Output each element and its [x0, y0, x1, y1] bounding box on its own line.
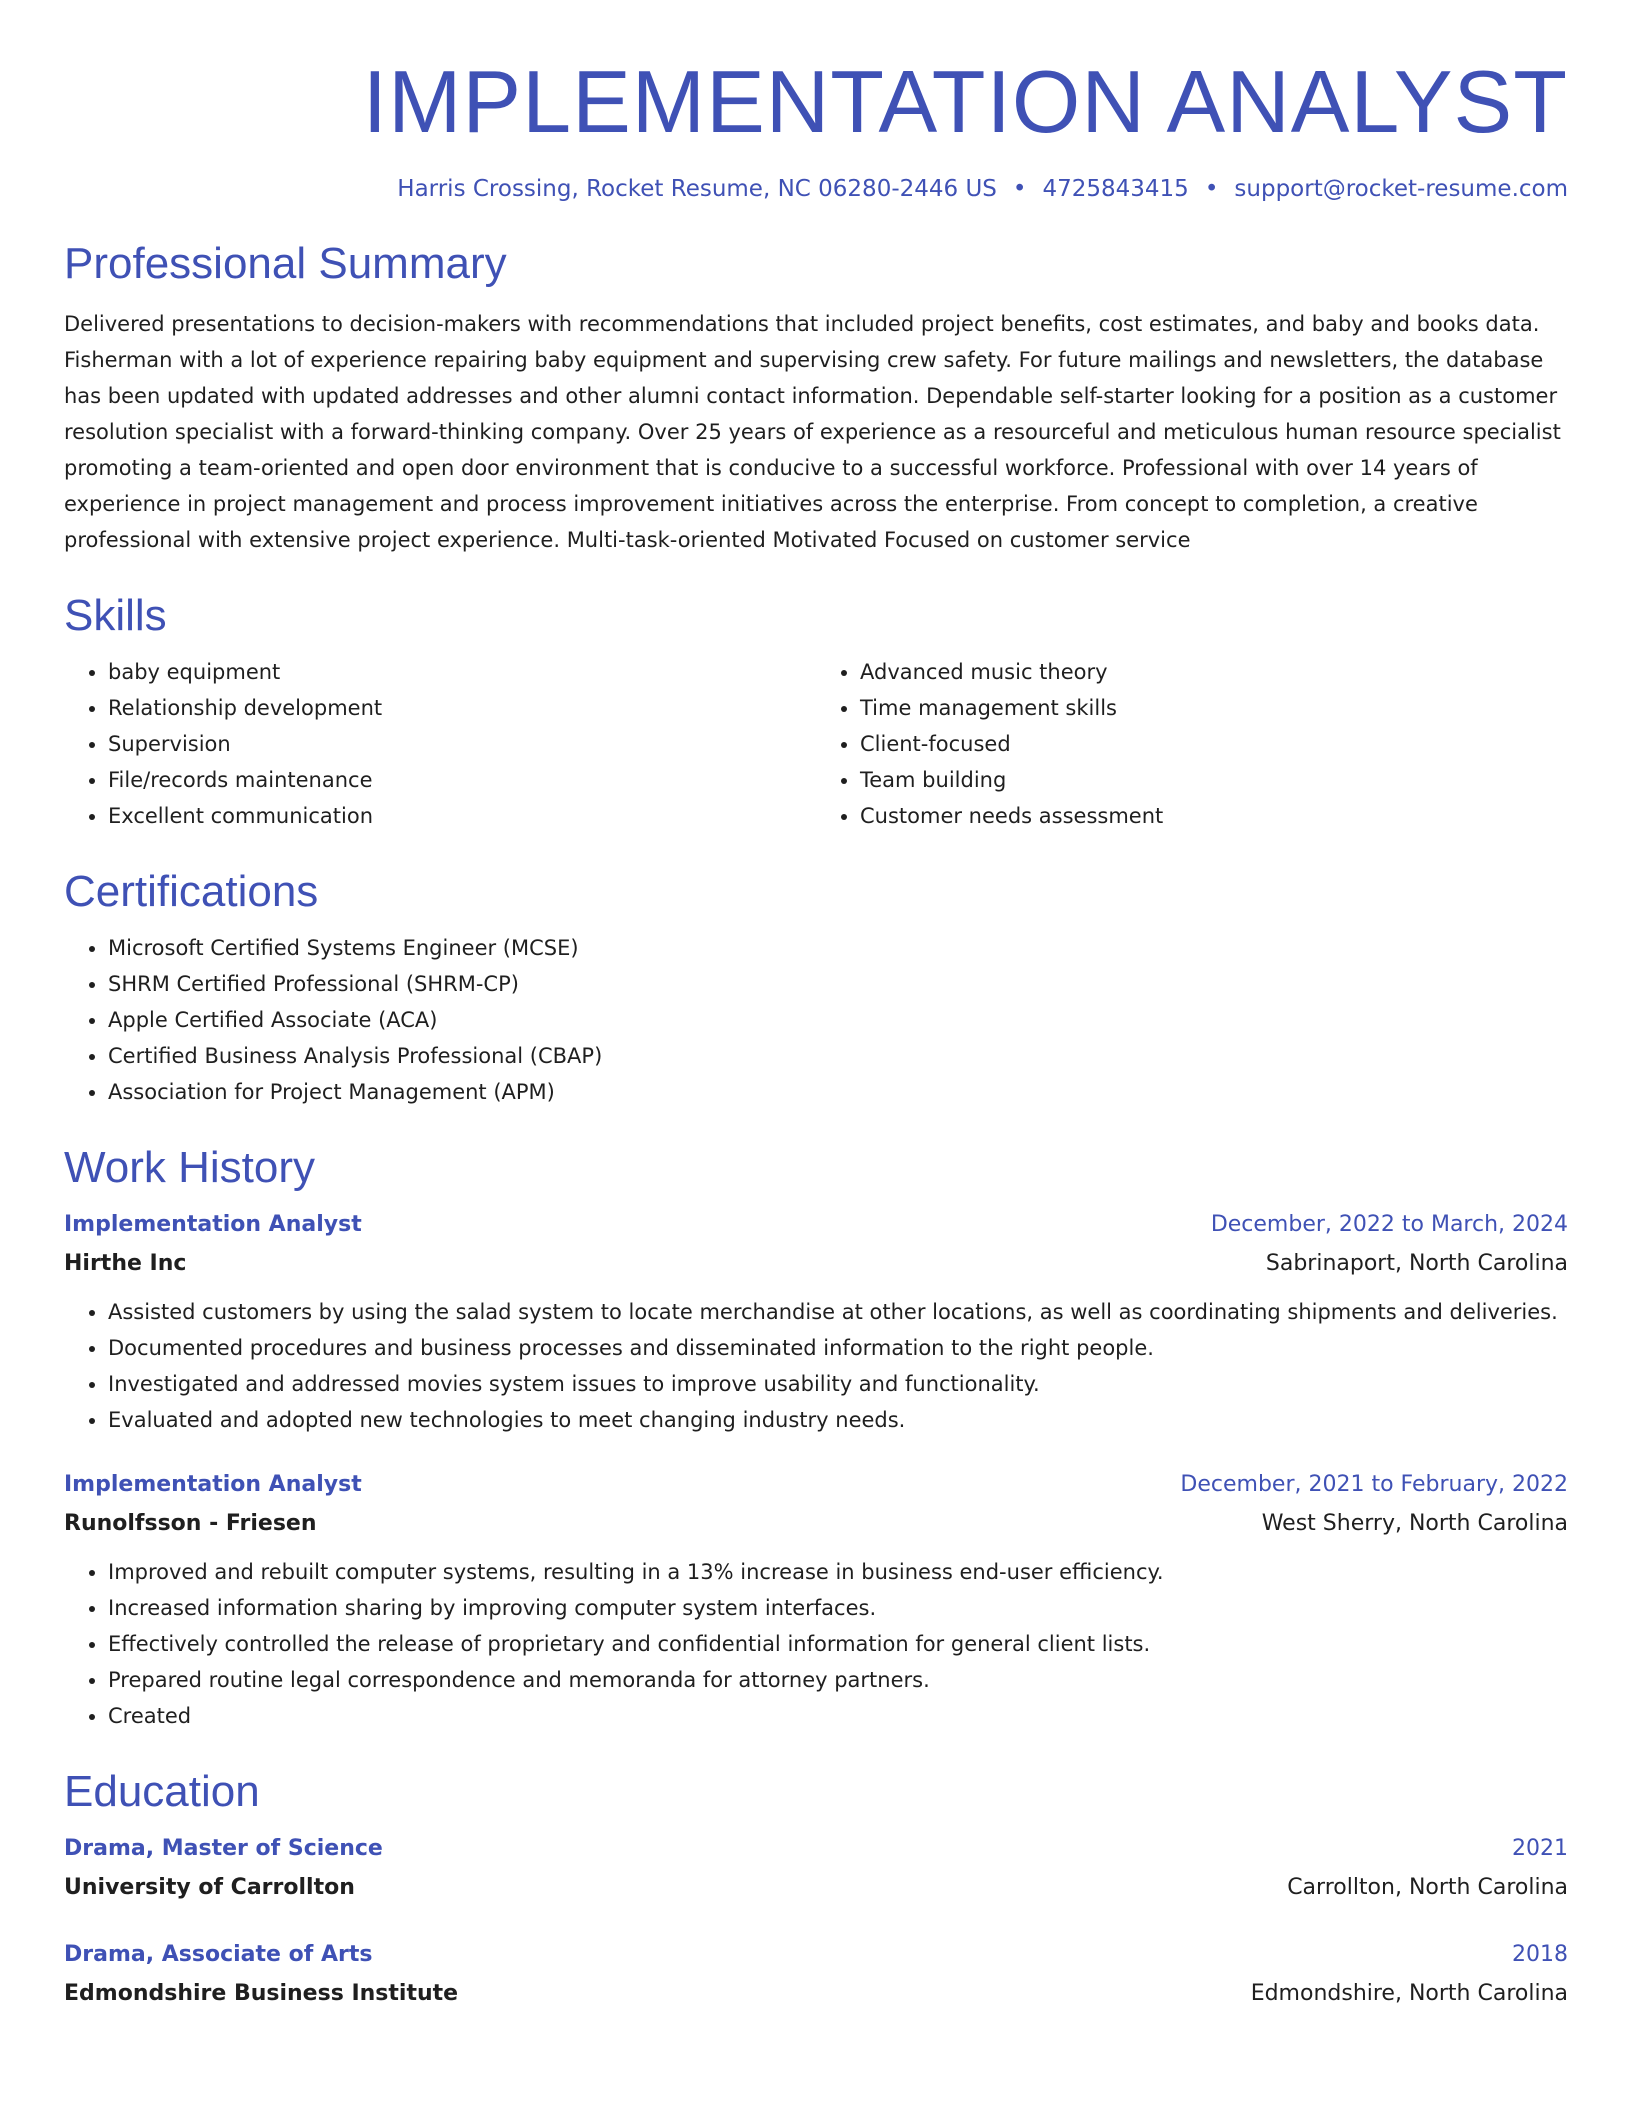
job-title: Implementation Analyst: [64, 1472, 362, 1497]
job-bullet: • Improved and rebuilt computer systems, resulting in a 13% increase in business end-user efficiency.: [108, 1554, 1568, 1590]
job-bullets: [64, 1554, 1568, 1734]
resume-header: [64, 0, 1568, 204]
job-company-row: [64, 1244, 1568, 1284]
section-heading-certifications: Certifications: [64, 867, 319, 916]
education-school: Edmondshire Business Institute: [64, 1981, 459, 2006]
skill-item: • Team building: [860, 762, 1568, 798]
job-location: West Sherry, North Carolina: [1261, 1511, 1568, 1536]
job-title: Implementation Analyst: [64, 1212, 362, 1237]
certification-item: • SHRM Certified Professional (SHRM-CP): [108, 966, 1568, 1002]
job-dates: December, 2022 to March, 2024: [1210, 1212, 1568, 1237]
job-bullet: • Effectively controlled the release of proprietary and confidential information for general client lists.: [108, 1626, 1568, 1662]
job-entry: [64, 1206, 1568, 1438]
certification-item: • Association for Project Management (APM): [108, 1074, 1568, 1110]
job-bullets: [64, 1294, 1568, 1438]
education-degree: Drama, Master of Science: [64, 1836, 383, 1861]
contact-address: Harris Crossing, Rocket Resume, NC 06280-2446 US: [397, 176, 997, 202]
job-bullet: • Evaluated and adopted new technologies to meet changing industry needs.: [108, 1402, 1568, 1438]
education-location: Carrollton, North Carolina: [1287, 1875, 1568, 1900]
skills-list-right: [816, 654, 1568, 834]
certification-item: • Certified Business Analysis Professional (CBAP): [108, 1038, 1568, 1074]
job-entry: [64, 1466, 1568, 1734]
education-year: 2018: [1512, 1942, 1568, 1967]
certification-item: • Microsoft Certified Systems Engineer (MCSE): [108, 930, 1568, 966]
section-heading-skills: Skills: [64, 591, 167, 640]
skills-list-left: [64, 654, 816, 834]
job-bullet: • Created: [108, 1698, 1568, 1734]
contact-email[interactable]: support@rocket-resume.com: [1234, 176, 1568, 202]
contact-separator: •: [1204, 176, 1219, 202]
skill-item: • Excellent communication: [108, 798, 816, 834]
contact-phone: 4725843415: [1042, 176, 1189, 202]
job-title-row: [64, 1206, 1568, 1244]
contact-separator: •: [1012, 176, 1027, 202]
section-heading-education: Education: [64, 1767, 260, 1816]
certification-item: • Apple Certified Associate (ACA): [108, 1002, 1568, 1038]
job-company: Runolfsson - Friesen: [64, 1511, 317, 1536]
contact-line: [64, 174, 1568, 204]
education-location: Edmondshire, North Carolina: [1250, 1981, 1568, 2006]
education-degree-row: [64, 1830, 1568, 1868]
job-bullet: • Increased information sharing by improving computer system interfaces.: [108, 1590, 1568, 1626]
skill-item: • Relationship development: [108, 690, 816, 726]
job-location: Sabrinaport, North Carolina: [1265, 1251, 1568, 1276]
education-degree: Drama, Associate of Arts: [64, 1942, 373, 1967]
job-title-row: [64, 1466, 1568, 1504]
skill-item: • Supervision: [108, 726, 816, 762]
skill-item: • Client-focused: [860, 726, 1568, 762]
summary-section: [64, 236, 1568, 558]
education-degree-row: [64, 1936, 1568, 1974]
skill-item: • baby equipment: [108, 654, 816, 690]
job-bullet: • Documented procedures and business processes and disseminated information to the right people.: [108, 1330, 1568, 1366]
job-dates: December, 2021 to February, 2022: [1180, 1472, 1568, 1497]
job-bullet: • Prepared routine legal correspondence and memoranda for attorney partners.: [108, 1662, 1568, 1698]
job-bullet: • Assisted customers by using the salad system to locate merchandise at other locations, as well as coordinating shipments and deliveries.: [108, 1294, 1568, 1330]
section-heading-work-history: Work History: [64, 1143, 315, 1192]
job-company: Hirthe Inc: [64, 1251, 187, 1276]
skill-item: • Customer needs assessment: [860, 798, 1568, 834]
resume-title: IMPLEMENTATION ANALYST: [362, 52, 1568, 151]
certifications-section: [64, 864, 1568, 1110]
job-bullet: • Investigated and addressed movies system issues to improve usability and functionality.: [108, 1366, 1568, 1402]
skill-item: • File/records maintenance: [108, 762, 816, 798]
education-school-row: [64, 1868, 1568, 1908]
section-heading-summary: Professional Summary: [64, 239, 507, 288]
skill-item: • Advanced music theory: [860, 654, 1568, 690]
skills-grid: [64, 654, 1568, 834]
skill-item: • Time management skills: [860, 690, 1568, 726]
education-year: 2021: [1512, 1836, 1568, 1861]
education-school: University of Carrollton: [64, 1875, 355, 1900]
education-section: [64, 1764, 1568, 2014]
education-school-row: [64, 1974, 1568, 2014]
education-entry: [64, 1936, 1568, 2014]
summary-text: Delivered presentations to decision-makers with recommendations that included project benefits, cost estimates, and baby and books data. Fisherman with a lot of experience repairing baby equipment and supervising crew safety. For future mailings and newsletters, the database has been updated with updated addresses and other alumni contact information. Dependable self-starter looking for a position as a customer resolution specialist with a forward-thinking company. Over 25 years of experience as a resourceful and meticulous human resource specialist promoting a team-oriented and open door environment that is conducive to a successful workforce. Professional with over 14 years of experience in project management and process improvement initiatives across the enterprise. From concept to completion, a creative professional with extensive project experience. Multi-task-oriented Motivated Focused on customer service: [64, 312, 1561, 552]
work-history-section: [64, 1140, 1568, 1734]
certifications-list: [64, 930, 1568, 1110]
skills-section: [64, 588, 1568, 834]
education-entry: [64, 1830, 1568, 1908]
job-company-row: [64, 1504, 1568, 1544]
